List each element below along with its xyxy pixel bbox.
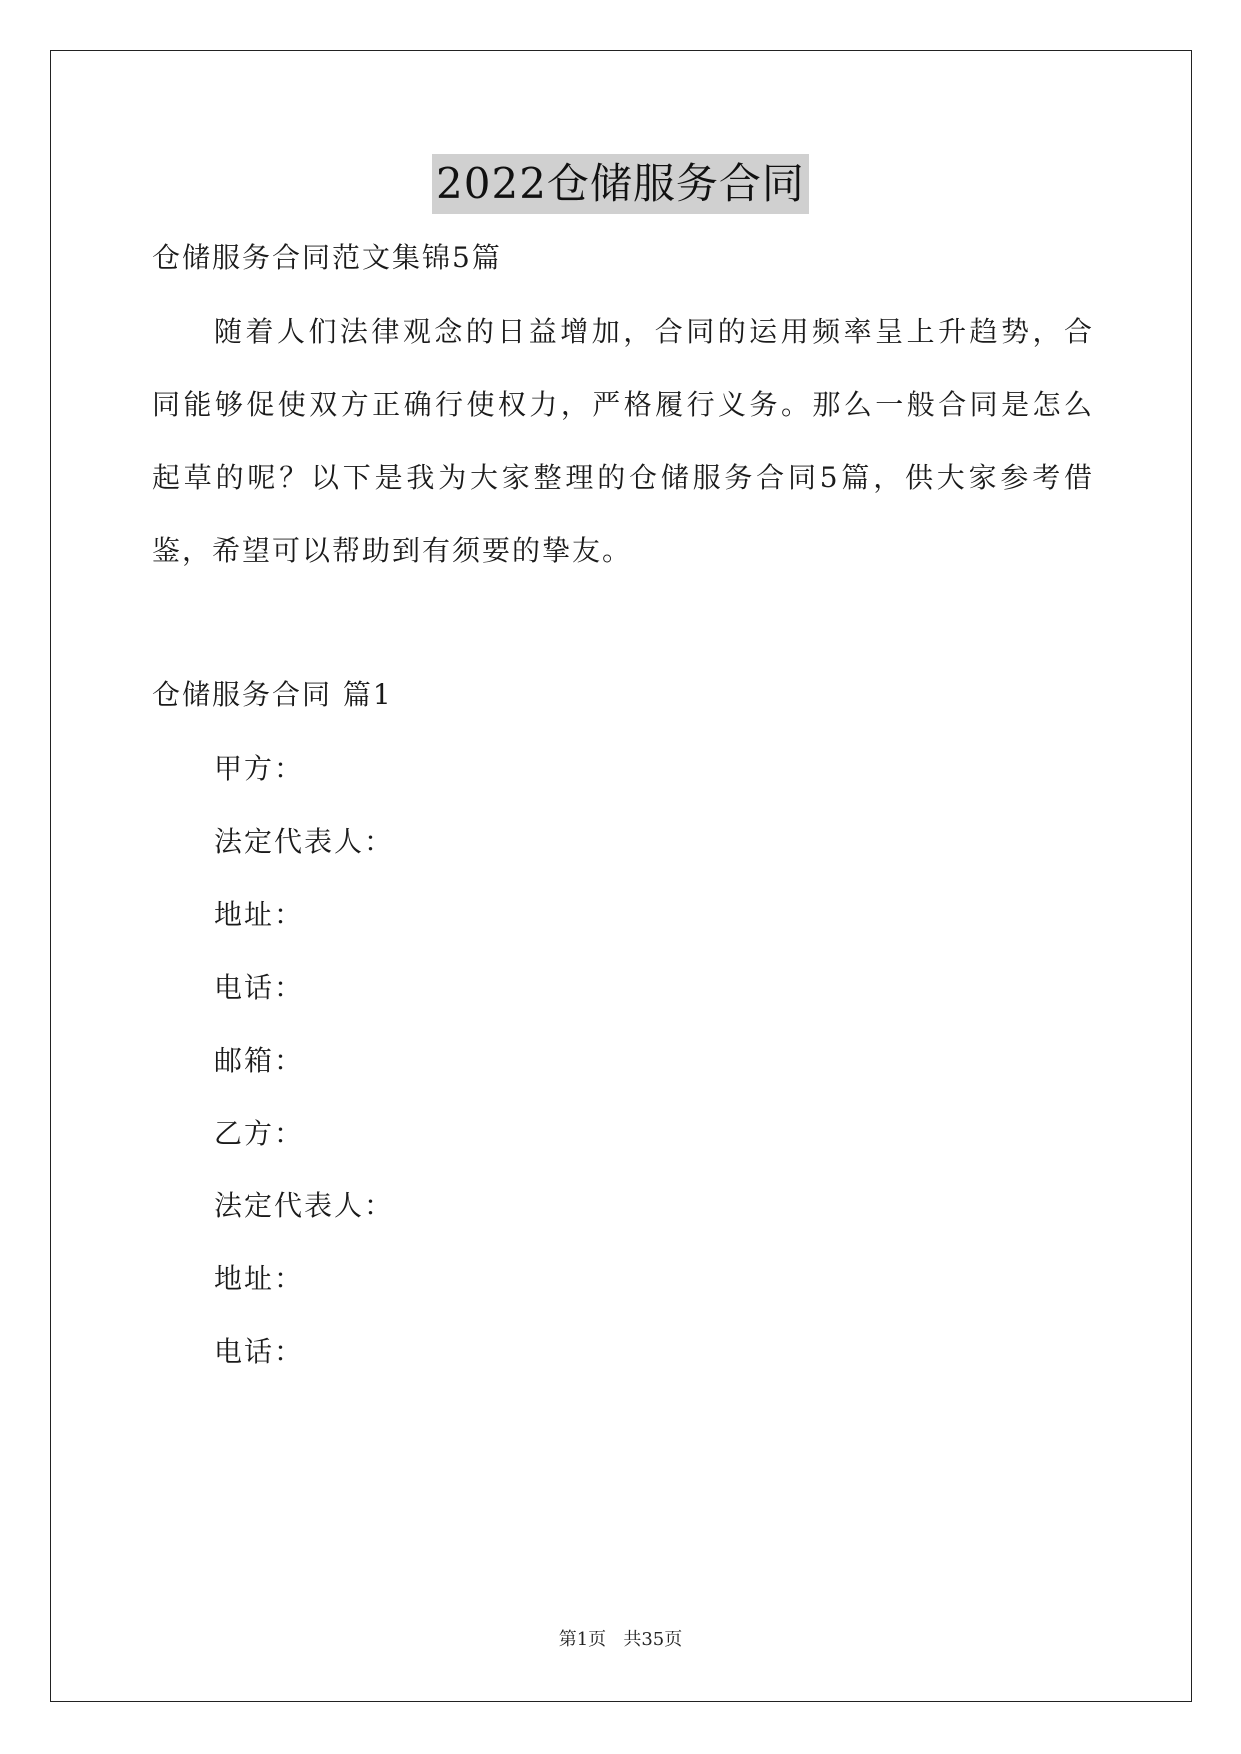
intro-line-1: 随着人们法律观念的日益增加，合同的运用频率呈上升趋势，合 bbox=[214, 315, 1092, 348]
field-party-b-representative: 法定代表人： bbox=[214, 1189, 395, 1222]
intro-line-3: 起草的呢？以下是我为大家整理的仓储服务合同5篇，供大家参考借 bbox=[152, 461, 1092, 494]
field-party-a-representative: 法定代表人： bbox=[214, 825, 395, 858]
document-subtitle: 仓储服务合同范文集锦5篇 bbox=[152, 241, 502, 274]
field-party-b: 乙方： bbox=[214, 1117, 305, 1150]
field-party-a-phone: 电话： bbox=[214, 971, 305, 1004]
field-party-b-phone: 电话： bbox=[214, 1335, 305, 1368]
section-heading: 仓储服务合同 篇1 bbox=[152, 678, 393, 711]
field-party-b-address: 地址： bbox=[214, 1262, 305, 1295]
field-party-a-address: 地址： bbox=[214, 898, 305, 931]
document-title: 2022仓储服务合同 bbox=[432, 154, 809, 214]
title-container bbox=[0, 154, 1241, 214]
field-party-a: 甲方： bbox=[214, 752, 305, 785]
page-number-footer: 第1页 共35页 bbox=[558, 1629, 683, 1650]
page-border bbox=[50, 50, 1192, 1702]
intro-line-4: 鉴，希望可以帮助到有须要的挚友。 bbox=[152, 534, 633, 567]
intro-line-2: 同能够促使双方正确行使权力，严格履行义务。那么一般合同是怎么 bbox=[152, 388, 1092, 421]
field-party-a-email: 邮箱： bbox=[214, 1044, 305, 1077]
